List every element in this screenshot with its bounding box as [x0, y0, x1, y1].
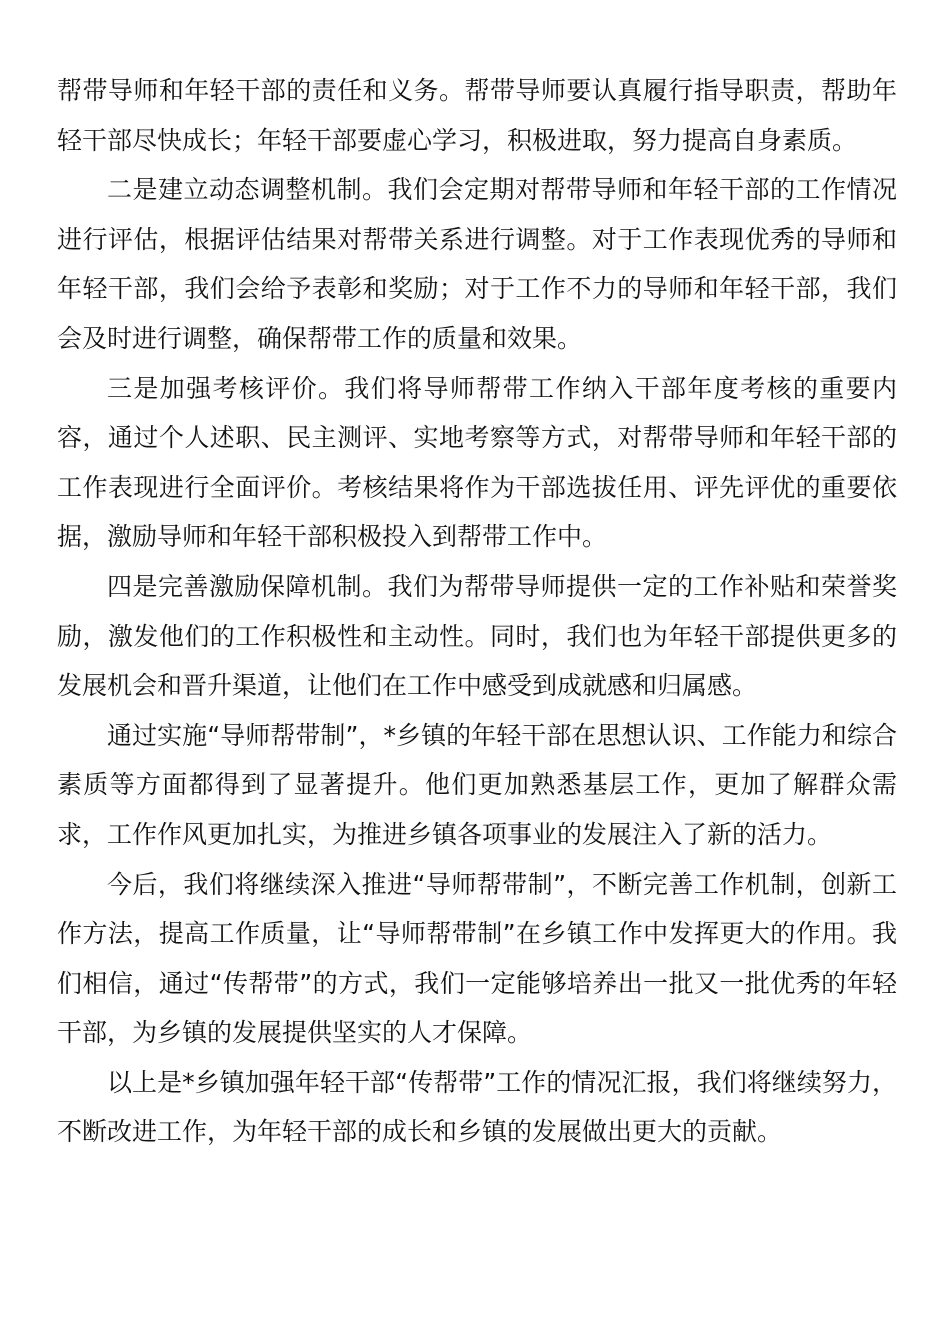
document-body: [57, 66, 897, 1157]
paragraph-incentive: 四是完善激励保障机制。我们为帮带导师提供一定的工作补贴和荣誉奖励，激发他们的工作积极性和主动性。同时，我们也为年轻干部提供更多的发展机会和晋升渠道，让他们在工作中感受到成就感和归属感。: [57, 571, 897, 701]
paragraph-dynamic-adjustment: 二是建立动态调整机制。我们会定期对帮带导师和年轻干部的工作情况进行评估，根据评估结果对帮带关系进行调整。对于工作表现优秀的导师和年轻干部，我们会给予表彰和奖励；对于工作不力的导师和年轻干部，我们会及时进行调整，确保帮带工作的质量和效果。: [57, 175, 897, 353]
paragraph-results: 通过实施“导师帮带制”，*乡镇的年轻干部在思想认识、工作能力和综合素质等方面都得到了显著提升。他们更加熟悉基层工作，更加了解群众需求，工作作风更加扎实，为推进乡镇各项事业的发展注入了新的活力。: [57, 720, 897, 849]
paragraph-future-plans: 今后，我们将继续深入推进“导师帮带制”，不断完善工作机制，创新工作方法，提高工作质量，让“导师帮带制”在乡镇工作中发挥更大的作用。我们相信，通过“传帮带”的方式，我们一定能够培养出一批又一批优秀的年轻干部，为乡镇的发展提供坚实的人才保障。: [57, 869, 897, 1048]
paragraph-assessment: 三是加强考核评价。我们将导师帮带工作纳入干部年度考核的重要内容，通过个人述职、民主测评、实地考察等方式，对帮带导师和年轻干部的工作表现进行全面评价。考核结果将作为干部选拔任用、评先评优的重要依据，激励导师和年轻干部积极投入到帮带工作中。: [57, 373, 897, 552]
paragraph-conclusion: 以上是*乡镇加强年轻干部“传帮带”工作的情况汇报，我们将继续努力，不断改进工作，为年轻干部的成长和乡镇的发展做出更大的贡献。: [57, 1067, 897, 1147]
paragraph-continuation: 帮带导师和年轻干部的责任和义务。帮带导师要认真履行指导职责，帮助年轻干部尽快成长；年轻干部要虚心学习，积极进取，努力提高自身素质。: [57, 76, 897, 155]
